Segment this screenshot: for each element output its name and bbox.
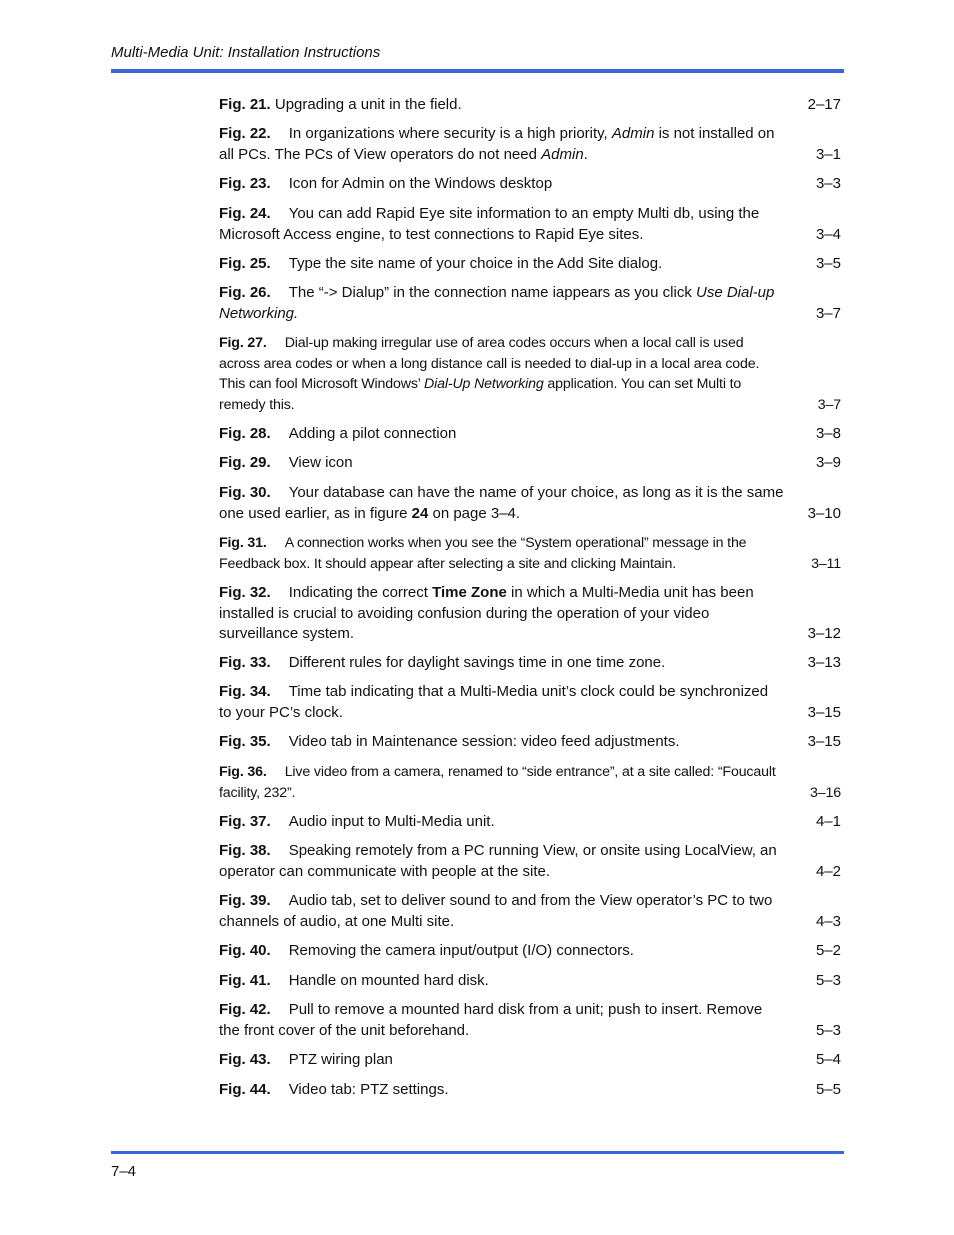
caption-text: Time tab indicating that a Multi-Media unit’s clock could be synchronized to your PC’s clock.	[219, 683, 769, 721]
caption-text: Handle on mounted hard disk.	[288, 972, 489, 989]
figure-entry	[219, 812, 843, 833]
figure-caption	[219, 971, 784, 992]
figure-page-number: 3–10	[807, 504, 841, 522]
figure-caption	[219, 1000, 784, 1041]
figure-caption	[219, 95, 784, 116]
figure-caption	[219, 333, 784, 415]
figure-label: Fig. 37.	[219, 813, 271, 830]
figure-caption	[219, 841, 784, 882]
figure-page-number: 5–3	[815, 1021, 841, 1039]
figure-page-number: 3–13	[807, 654, 841, 671]
caption-text: in which a Multi-Media unit has been installed is crucial to avoiding confusion during the operation of your video surveillance system.	[219, 584, 754, 642]
figure-caption	[219, 483, 784, 524]
caption-text: View icon	[288, 454, 353, 471]
figure-caption	[219, 453, 784, 474]
figure-label: Fig. 29.	[219, 454, 271, 471]
figure-caption	[219, 204, 784, 245]
figure-entry	[219, 483, 843, 524]
figure-entry	[219, 1080, 843, 1101]
caption-text: Video tab in Maintenance session: video feed adjustments.	[288, 733, 680, 750]
figure-entry	[219, 653, 843, 674]
figure-page-number: 4–1	[815, 813, 841, 830]
figure-label: Fig. 35.	[219, 733, 271, 750]
caption-text: Your database can have the name of your choice, as long as it is the same one used earlier, as in figure	[219, 484, 784, 522]
caption-text: A connection works when you see the “System operational” message in the Feedback box. It should appear after selecting a site and clicking Maintain.	[219, 535, 747, 572]
figure-page-number: 4–3	[815, 912, 841, 930]
figure-label: Fig. 44.	[219, 1081, 271, 1098]
figure-page-number: 5–2	[815, 942, 841, 959]
figure-label: Fig. 41.	[219, 972, 271, 989]
caption-text: Use Dial-up Networking.	[219, 284, 775, 322]
figure-caption	[219, 283, 784, 324]
figure-caption	[219, 424, 784, 445]
caption-text: application. You can set Multi to remedy this.	[219, 376, 742, 413]
figure-entry	[219, 204, 843, 245]
figure-label: Fig. 24.	[219, 205, 271, 222]
caption-text: Dial-Up Networking	[424, 376, 544, 392]
figure-label: Fig. 40.	[219, 942, 271, 959]
caption-text: You can add Rapid Eye site information to an empty Multi db, using the Microsoft Access engine, to test connections to Rapid Eye sites.	[219, 205, 760, 243]
caption-text: 24	[411, 504, 429, 522]
figure-caption	[219, 1050, 784, 1071]
figure-entry	[219, 174, 843, 195]
figure-caption	[219, 941, 784, 962]
figure-caption	[219, 583, 784, 645]
figure-page-number: 3–7	[815, 304, 841, 322]
figure-label: Fig. 43.	[219, 1051, 271, 1068]
figure-entry	[219, 95, 843, 116]
caption-text: Speaking remotely from a PC running View, or onsite using LocalView, an operator can communicate with people at the site.	[219, 842, 777, 880]
figure-label: Fig. 28.	[219, 425, 271, 442]
figure-page-number: 3–15	[807, 703, 841, 721]
caption-text: Time Zone	[432, 584, 507, 601]
figure-page-number: 3–8	[815, 425, 841, 442]
caption-text: Type the site name of your choice in the Add Site dialog.	[288, 255, 663, 272]
figure-entry	[219, 891, 843, 932]
caption-text: PTZ wiring plan	[288, 1051, 393, 1068]
caption-text: Audio tab, set to deliver sound to and from the View operator’s PC to two channels of audio, at one Multi site.	[219, 892, 773, 930]
figure-label: Fig. 22.	[219, 125, 271, 142]
running-header-title: Multi-Media Unit: Installation Instructions	[111, 44, 381, 61]
caption-text: Admin	[611, 125, 655, 142]
figure-page-number: 3–11	[811, 555, 841, 572]
figure-page-number: 3–12	[807, 625, 841, 642]
figure-label: Fig. 27.	[219, 335, 267, 351]
figure-page-number: 3–16	[810, 784, 841, 801]
figure-entry	[219, 453, 843, 474]
figure-entry	[219, 841, 843, 882]
figure-caption	[219, 891, 784, 932]
caption-text: Upgrading a unit in the field.	[270, 96, 462, 113]
caption-text: Pull to remove a mounted hard disk from a unit; push to insert. Remove the front cover of the unit beforehand.	[219, 1001, 763, 1039]
caption-text: In organizations where security is a high priority,	[288, 125, 612, 142]
figure-page-number: 5–3	[815, 972, 841, 989]
figure-label: Fig. 25.	[219, 255, 271, 272]
footer-rule	[111, 1151, 844, 1154]
figure-entry	[219, 1000, 843, 1041]
figure-label: Fig. 39.	[219, 892, 271, 909]
figure-caption	[219, 762, 784, 803]
figure-label: Fig. 31.	[219, 535, 267, 551]
figure-caption	[219, 732, 784, 753]
figure-caption	[219, 254, 784, 275]
figure-entry	[219, 762, 843, 803]
figure-page-number: 2–17	[807, 96, 841, 113]
figure-entry	[219, 533, 843, 574]
figure-label: Fig. 30.	[219, 484, 271, 501]
figure-label: Fig. 42.	[219, 1001, 271, 1018]
figure-label: Fig. 34.	[219, 683, 271, 700]
figure-entry	[219, 424, 843, 445]
figure-entry	[219, 333, 843, 415]
caption-text: Live video from a camera, renamed to “side entrance”, at a site called: “Foucault facility, 232”.	[219, 764, 776, 801]
figure-label: Fig. 21.	[219, 96, 271, 113]
figure-entry	[219, 283, 843, 324]
figure-entry	[219, 254, 843, 275]
caption-text: is not installed on all PCs. The PCs of View operators do not need	[219, 125, 775, 163]
figure-page-number: 3–4	[815, 225, 841, 243]
figure-label: Fig. 23.	[219, 175, 271, 192]
caption-text: The “-> Dialup” in the connection name iappears as you click	[288, 284, 696, 301]
caption-text: Video tab: PTZ settings.	[288, 1081, 449, 1098]
figure-caption	[219, 812, 784, 833]
caption-text: Removing the camera input/output (I/O) connectors.	[288, 942, 634, 959]
figure-label: Fig. 38.	[219, 842, 271, 859]
figure-entry	[219, 971, 843, 992]
figure-caption	[219, 174, 784, 195]
figure-page-number: 5–5	[815, 1081, 841, 1098]
figure-page-number: 3–1	[815, 145, 841, 163]
figure-label: Fig. 36.	[219, 764, 267, 780]
caption-text: Indicating the correct	[288, 584, 433, 601]
figure-caption	[219, 653, 784, 674]
caption-text: on page 3–4.	[428, 504, 521, 522]
figure-label: Fig. 26.	[219, 284, 271, 301]
figure-entry	[219, 1050, 843, 1071]
figure-label: Fig. 32.	[219, 584, 271, 601]
figure-entry	[219, 124, 843, 165]
footer-page-number: 7–4	[111, 1163, 137, 1180]
figure-page-number: 3–15	[807, 733, 841, 750]
figure-page-number: 3–5	[815, 255, 841, 272]
figure-entry	[219, 583, 843, 645]
caption-text: Admin	[541, 145, 584, 163]
caption-text: Audio input to Multi-Media unit.	[288, 813, 495, 830]
caption-text: Icon for Admin on the Windows desktop	[288, 175, 553, 192]
figure-caption	[219, 124, 784, 165]
figure-entry	[219, 732, 843, 753]
figure-page-number: 5–4	[815, 1051, 841, 1068]
header-rule	[111, 69, 844, 73]
figure-page-number: 3–7	[817, 396, 841, 413]
figure-page-number: 4–2	[815, 862, 841, 880]
figure-caption	[219, 1080, 784, 1101]
figure-caption	[219, 533, 784, 574]
figure-caption	[219, 682, 784, 723]
figure-entry	[219, 941, 843, 962]
figure-label: Fig. 33.	[219, 654, 271, 671]
caption-text: Adding a pilot connection	[288, 425, 457, 442]
figure-page-number: 3–3	[815, 175, 841, 192]
caption-text: Different rules for daylight savings time in one time zone.	[288, 654, 666, 671]
caption-text: .	[583, 145, 588, 163]
caption-text: Dial-up making irregular use of area codes occurs when a local call is used across area codes or when a long distance call is needed to dial-up in a local area code. This can fool Microsoft Windows’	[219, 335, 760, 392]
figure-page-number: 3–9	[815, 454, 841, 471]
figure-entry	[219, 682, 843, 723]
